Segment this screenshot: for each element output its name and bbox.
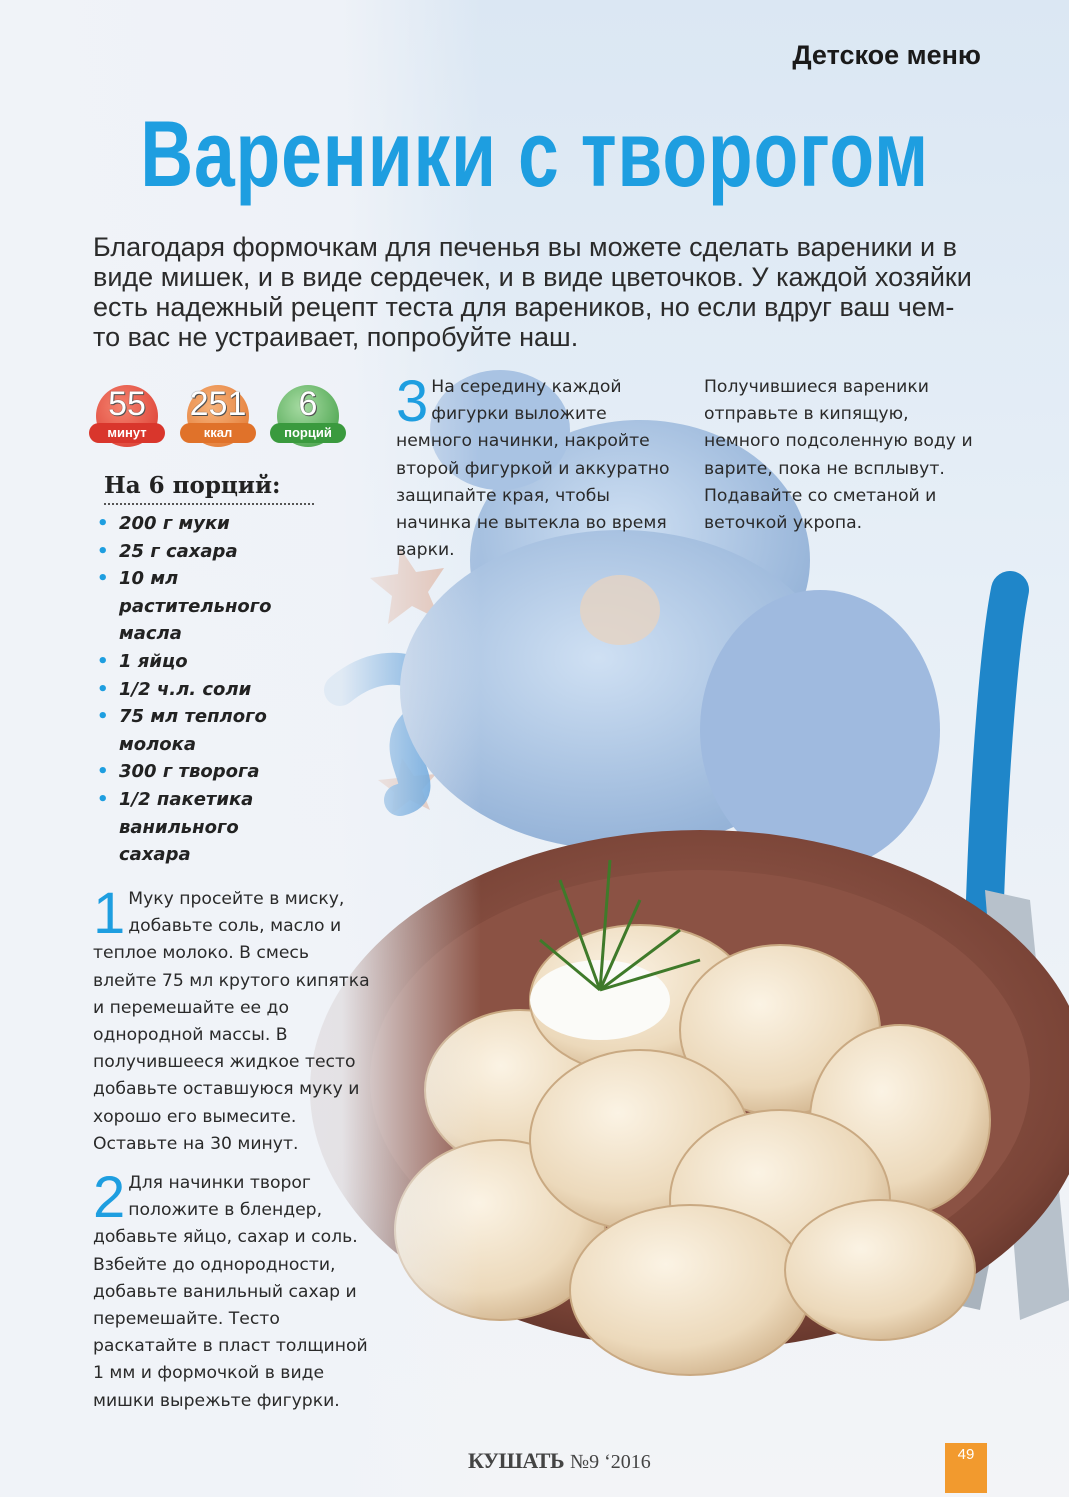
badge-time-value: 55: [108, 385, 146, 423]
issue-number: №9 ‘2016: [570, 1451, 651, 1473]
footer-issue: [468, 1448, 651, 1474]
ingredient-item: • 25 г сахара: [95, 538, 305, 566]
ingredient-item: • 300 г творога: [95, 758, 305, 786]
ingredients-list: [95, 510, 305, 869]
badge-portions-value: 6: [298, 385, 318, 423]
step-number: 2: [93, 1165, 126, 1230]
magazine-logo: КУШАТЬ: [468, 1448, 564, 1473]
step-number: 1: [93, 881, 126, 946]
step-2: [93, 1165, 377, 1415]
step-text: Для начинки творог положите в блендер, добавьте яйцо, сахар и соль. Взбейте до однородности, добавьте ванильный сахар и перемешайте. Тесто раскатайте в пласт толщиной 1 мм и формочкой в виде мишки вырежьте фигурки.: [93, 1173, 368, 1411]
badge-portions-label: порций: [270, 423, 346, 443]
badge-portions: [273, 385, 343, 445]
badge-time: [92, 385, 162, 445]
ingredient-item: • 200 г муки: [95, 510, 305, 538]
badge-kcal-value: 251: [189, 385, 247, 423]
badge-time-label: минут: [89, 423, 165, 443]
badge-kcal: [183, 385, 253, 445]
ingredient-item: • 75 мл теплого молока: [95, 703, 305, 758]
ingredient-item: • 1 яйцо: [95, 648, 305, 676]
recipe-title: Вареники с творогом: [140, 101, 929, 206]
lead-paragraph: Благодаря формочкам для печенья вы можете сделать вареники и в виде мишек, и в виде сердечек, и в виде цветочков. У каждой хозяйки есть надежный рецепт теста для вареников, но если вдруг ваш чем-то вас не устраивает, попробуйте наш.: [93, 232, 972, 352]
step-3: [396, 369, 674, 564]
badge-kcal-label: ккал: [180, 423, 256, 443]
step-text: Муку просейте в миску, добавьте соль, масло и теплое молоко. В смесь влейте 75 мл крутого кипятка и перемешайте ее до однородной массы. В получившееся жидкое тесто добавьте оставшуюся муку и хорошо его вымесите. Оставьте на 30 минут.: [93, 889, 370, 1154]
step-text: На середину каждой фигурки выложите немного начинки, накройте второй фигуркой и аккуратно защипайте края, чтобы начинка не вытекла во время варки.: [396, 377, 670, 561]
ingredient-item: • 10 мл растительного масла: [95, 565, 305, 648]
page-number: 49: [945, 1443, 987, 1493]
step-final: [704, 374, 976, 537]
section-tag: Детское меню: [792, 40, 981, 70]
ingredient-item: • 1/2 ч.л. соли: [95, 676, 305, 704]
step-number: 3: [396, 369, 429, 434]
ingredients-heading: На 6 порций:: [104, 472, 314, 505]
ingredient-item: • 1/2 пакетика ванильного сахара: [95, 786, 305, 869]
step-text: Получившиеся вареники отправьте в кипящую, немного подсоленную воду и варите, пока не всплывут. Подавайте со сметаной и веточкой укропа.: [704, 377, 973, 534]
step-1: [93, 881, 375, 1158]
